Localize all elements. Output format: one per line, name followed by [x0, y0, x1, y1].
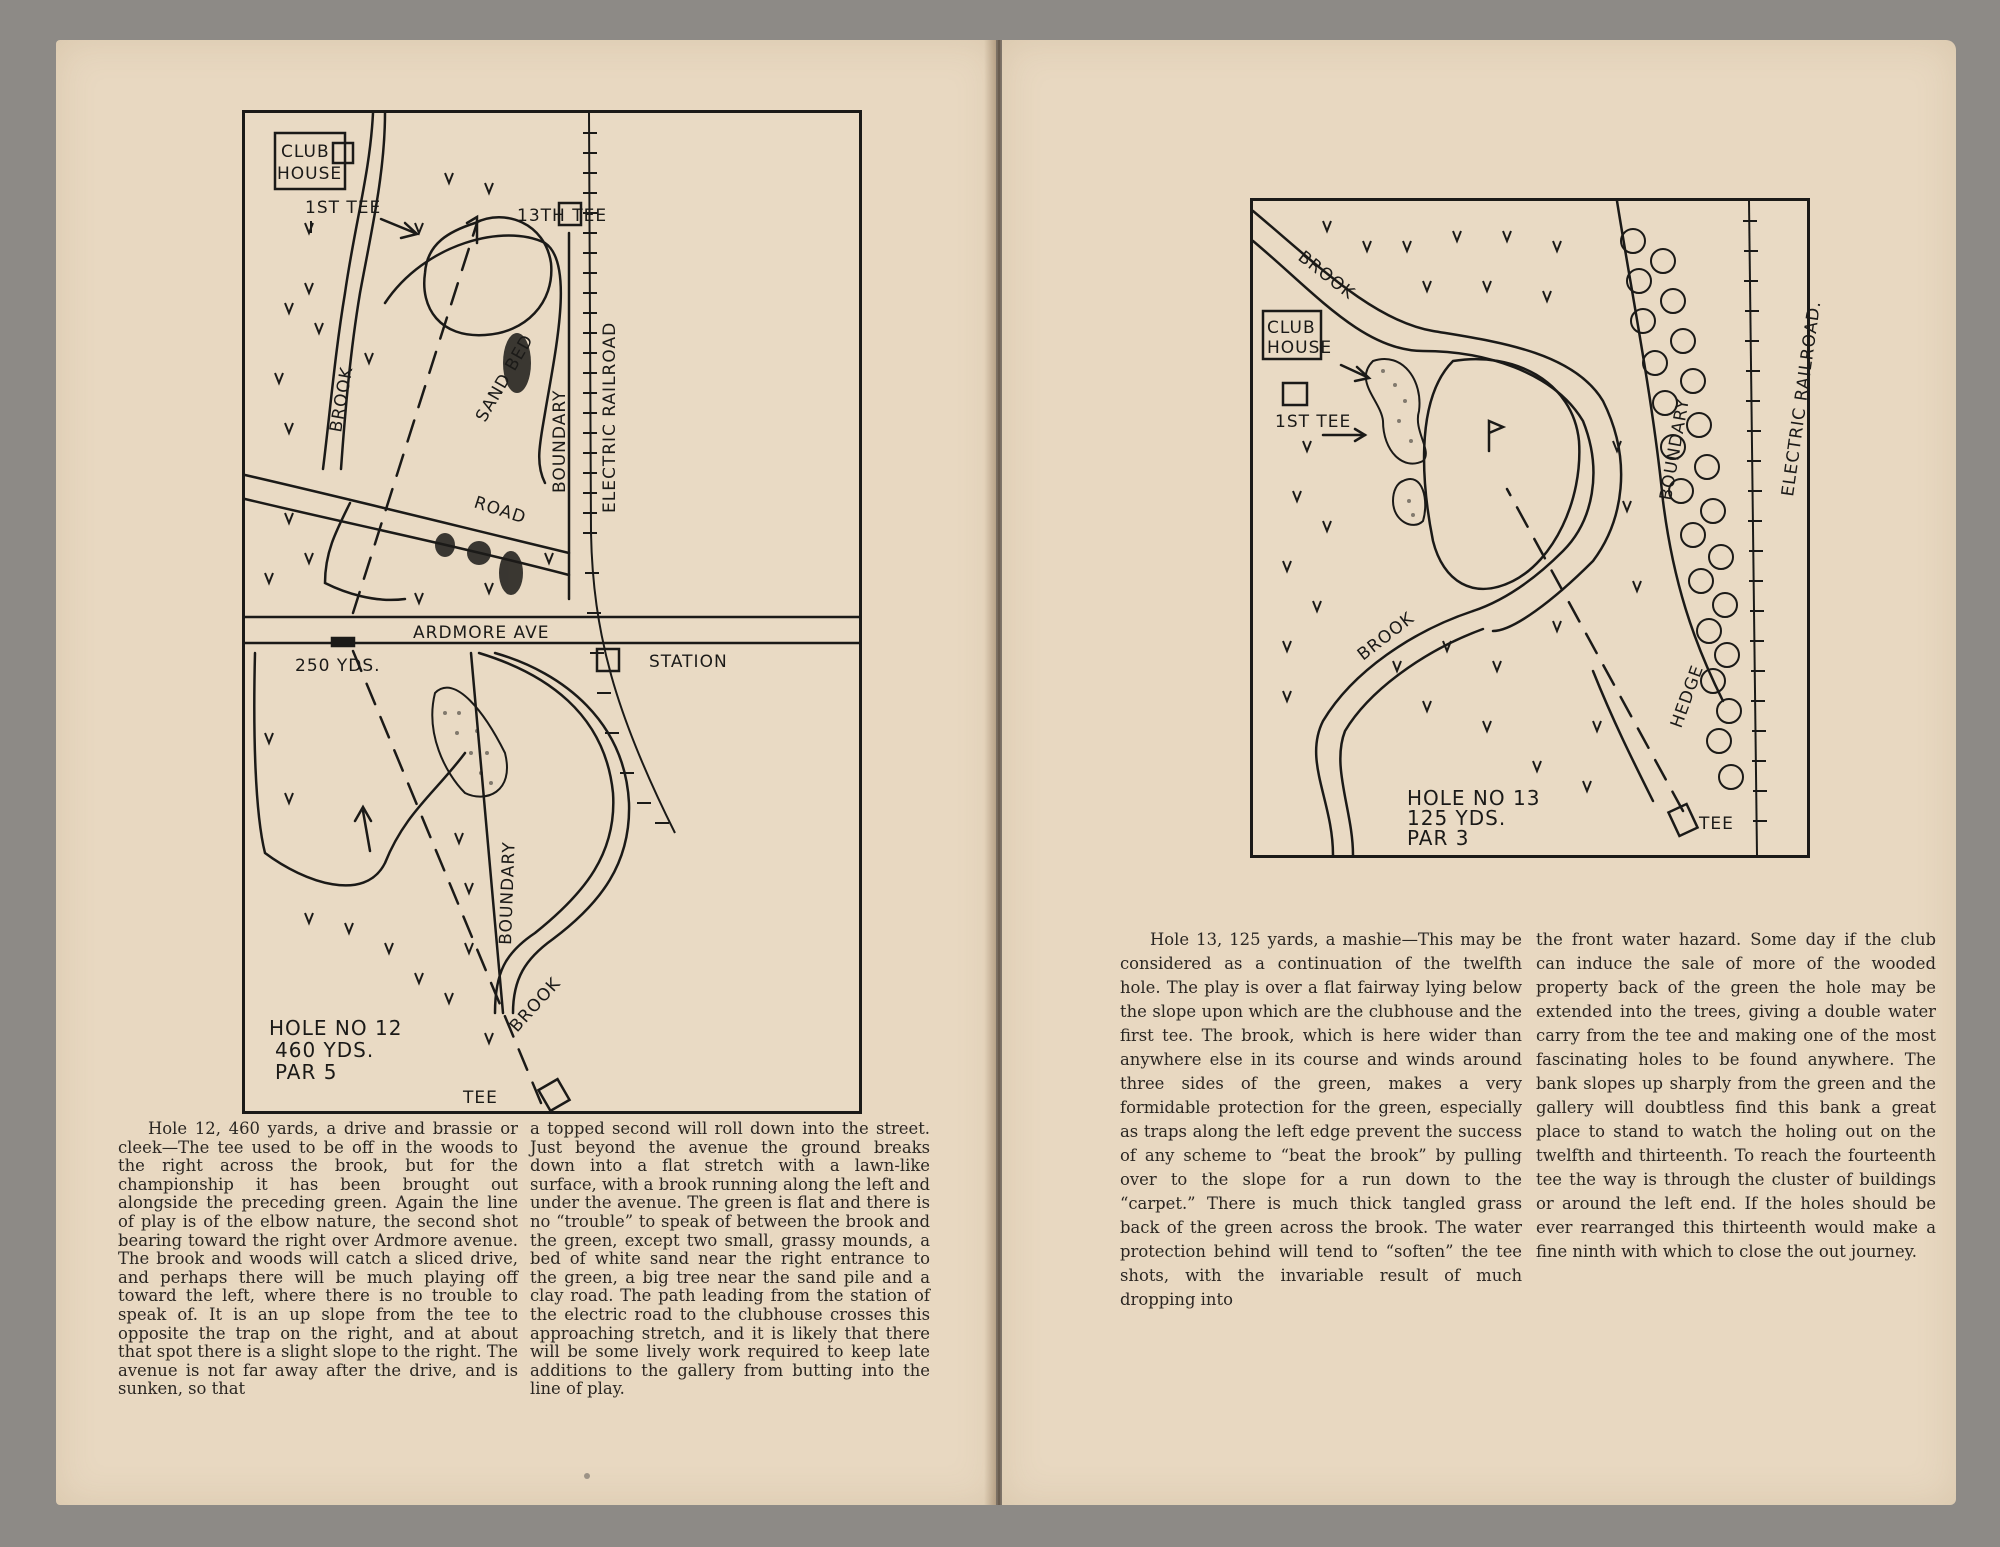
svg-text:HOUSE: HOUSE — [277, 164, 343, 184]
hole-13-description-part1: Hole 13, 125 yards, a mashie—This may be considered as a continuation of the twelfth hole. The play is over a flat fairway lying below the slope upon which are the clubhouse and the first tee. The brook, which is here wider than anywhere else in its course and winds around three sides of the green, makes a very formidable protection for the green, especially as traps along the left edge prevent the success of any scheme to “beat the brook” by pulling over to the slope for a run down to the “carpet.” There is much thick tangled grass back of the green across the brook. The water protection behind will tend to “soften” the tee shots, with the invariable result of much dropping into — [1120, 930, 1522, 1309]
hole-12-text-column-1 — [118, 1120, 518, 1399]
brook-label-top: BROOK — [326, 365, 358, 434]
club-house-label-line1: CLUB — [281, 142, 330, 162]
hole-13-green — [1424, 359, 1579, 589]
hole-12-description-part1: Hole 12, 460 yards, a drive and brassie or cleek—The tee used to be off in the woods to the right across the brook, but for the championship it has been brought out alongside the preceding green. Again the line of play is of the elbow nature, the second shot bearing toward the right over Ardmore avenue. The brook and woods will catch a sliced drive, and perhaps there will be much playing off toward the left, where there is no trouble to speak of. It is an up slope from the tee to opposite the trap on the right, and at about that spot there is a slight slope to the right. The avenue is not far away after the drive, and is sunken, so that — [118, 1119, 518, 1399]
hole-13-text-column-1 — [1120, 928, 1522, 1312]
hole-13-electric-railroad-label: ELECTRIC RAILROAD. — [1778, 299, 1826, 498]
hole-13-brook-label-bottom: BROOK — [1353, 608, 1419, 665]
open-booklet — [56, 40, 1956, 1510]
hole-12-description-part2: a topped second will roll down into the street. Just beyond the avenue the ground breaks down into a flat stretch with a lawn-like surface, with a brook running along the left and under the avenue. The green is flat and there is no “trouble” to speak of between the brook and the green, except two small, grassy mounds, a bed of white sand near the right entrance to the green, a big tree near the sand pile and a clay road. The path leading from the station of the electric road to the clubhouse crosses this approaching stretch, and it is likely that there will be some lively work required to keep late additions to the gallery from butting into the line of play. — [530, 1119, 930, 1399]
hole-13-boundary-label: BOUNDARY — [1656, 396, 1694, 502]
left-page — [56, 40, 996, 1505]
station-label: STATION — [649, 652, 728, 672]
road-label: ROAD — [471, 492, 529, 529]
hole-12-map-drawing — [245, 113, 859, 1111]
hole-12-text-column-2 — [530, 1120, 930, 1399]
svg-text:CLUB: CLUB — [1267, 318, 1316, 338]
right-page — [1002, 40, 1956, 1505]
hole-13-tee-label: TEE — [1699, 814, 1734, 834]
first-tee-label: 1ST TEE — [305, 198, 382, 218]
boundary-label-bottom: BOUNDARY — [496, 841, 520, 946]
svg-text:HOUSE: HOUSE — [1267, 338, 1333, 358]
electric-railroad-label: ELECTRIC RAILROAD — [600, 321, 620, 513]
line-of-play-upper — [353, 223, 477, 613]
brook-label-bottom: BROOK — [505, 973, 566, 1037]
hole-13-map-drawing — [1253, 201, 1826, 855]
page-dot — [584, 1473, 590, 1479]
hole-12-map — [242, 110, 862, 1114]
hole-13-text-column-2 — [1536, 928, 1936, 1264]
sand-bed-label: SAND BED — [472, 331, 539, 426]
hole-13-first-tee-label: 1ST TEE — [1275, 412, 1352, 432]
tee-label: TEE — [463, 1088, 498, 1108]
hole-13-description-part2: the front water hazard. Some day if the club can induce the sale of more of the wooded property back of the green the hole may be extended into the trees, giving a double water carry from the tee and making one of the most fascinating holes to be found anywhere. The bank slopes up sharply from the green and the gallery will doubtless find this bank a great place to stand to watch the holing out on the twelfth and thirteenth. To reach the fourteenth tee the way is through the cluster of buildings or around the left end. If the holes should be ever rearranged this thirteenth would make a fine ninth with which to close the out journey. — [1536, 930, 1936, 1261]
thirteenth-tee-label: 13TH TEE — [517, 206, 608, 226]
hedge-label: HEDGE — [1666, 662, 1709, 731]
hole-13-par: PAR 3 — [1407, 826, 1470, 850]
hole-13-brook-label-top: BROOK — [1293, 247, 1359, 304]
hole-13-map — [1250, 198, 1826, 858]
yds-250-label: 250 YDS. — [295, 656, 381, 676]
hole-12-par: PAR 5 — [275, 1060, 338, 1084]
hole-13-title: HOLE NO 13 — [1407, 786, 1541, 810]
hole-12-green-top — [424, 217, 551, 335]
hole-12-yards: 460 YDS. — [275, 1038, 375, 1062]
boundary-label-top: BOUNDARY — [550, 389, 570, 493]
ardmore-ave-label: ARDMORE AVE — [413, 623, 550, 643]
hole-13-yards: 125 YDS. — [1407, 806, 1507, 830]
hole-12-title: HOLE NO 12 — [269, 1016, 403, 1040]
